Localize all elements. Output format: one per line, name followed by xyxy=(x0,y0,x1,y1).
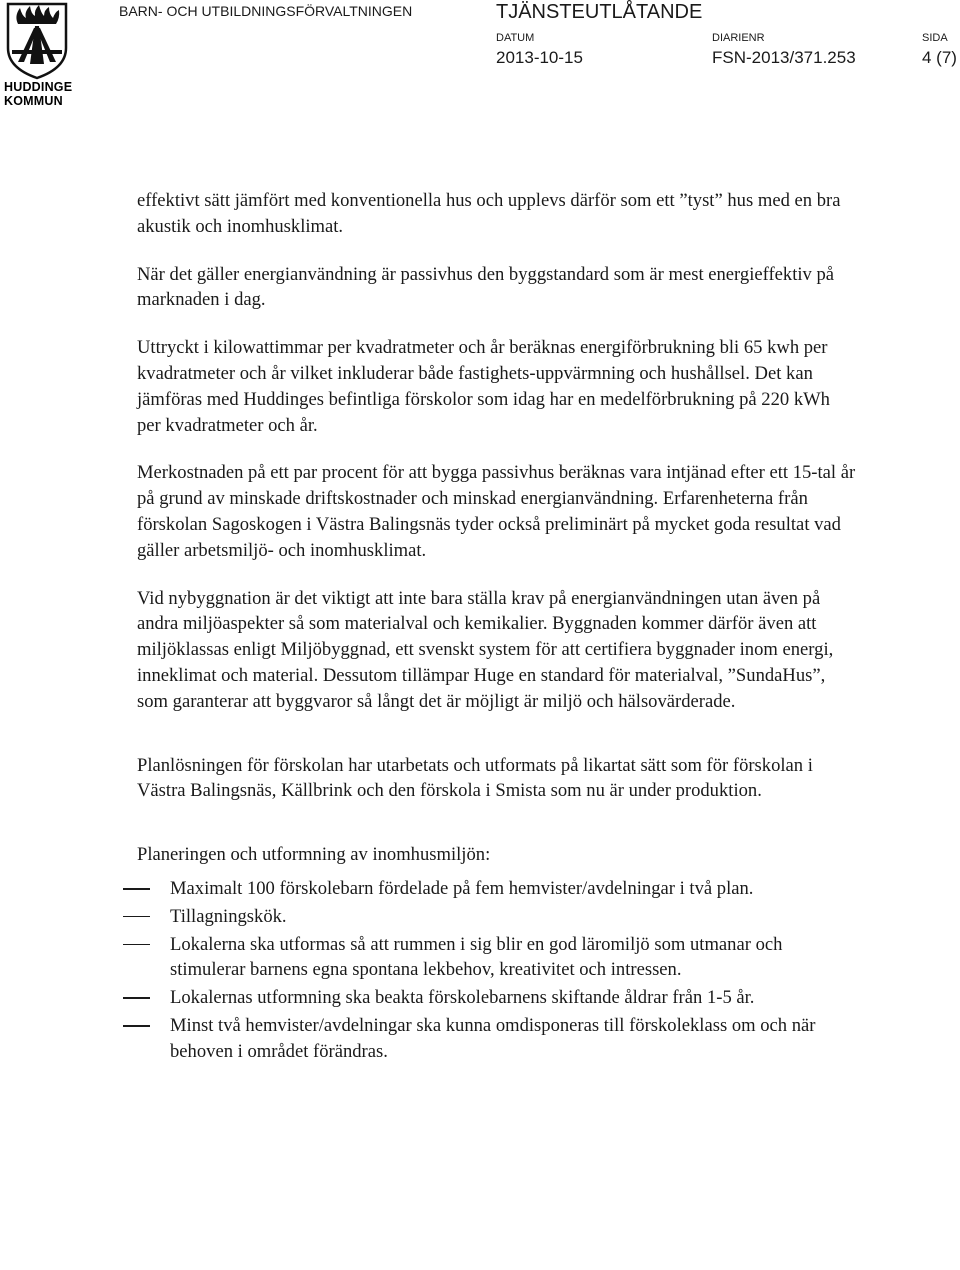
dash-bullet-icon xyxy=(123,1025,150,1027)
logo-text-line: KOMMUN xyxy=(4,94,63,108)
body-paragraph: Planlösningen för förskolan har utarbetats och utformats på likartat sätt som för förskolan i Västra Balingsnäs, Källbrink och den förskola i Smista som nu är under produktion. xyxy=(137,754,813,802)
document-body xyxy=(137,188,857,1065)
diarienr-label: DIARIENR xyxy=(712,32,765,44)
list-item xyxy=(137,932,857,984)
list-item-text: Lokalerna ska utformas så att rummen i sig blir en god läromiljö som utmanar och stimulerar barnens egna spontana lekbehov, kreativitet och intressen. xyxy=(170,933,783,981)
coat-of-arms-icon xyxy=(4,2,72,82)
diarienr-value: FSN-2013/371.253 xyxy=(712,48,856,67)
document-header xyxy=(0,0,960,110)
date-label: DATUM xyxy=(496,32,535,44)
body-paragraph: När det gäller energianvändning är passivhus den byggstandard som är mest energieffektiv på marknaden i dag. xyxy=(137,263,835,311)
requirements-list xyxy=(137,876,857,1065)
list-item-text: Maximalt 100 förskolebarn fördelade på fem hemvister/avdelningar i två plan. xyxy=(170,877,754,899)
date-value: 2013-10-15 xyxy=(496,48,583,67)
dash-bullet-icon xyxy=(123,944,150,946)
body-paragraph: Merkostnaden på ett par procent för att bygga passivhus beräknas vara intjänad efter ett 15-tal år på grund av minskade driftskostnader och minskad energianvändning. Erfarenheterna från förskolan Sagoskogen i Västra Balingsnäs tyder också preliminärt på mycket goda resultat vad gäller arbetsmiljö- och inomhusklimat. xyxy=(137,462,856,561)
department-name: BARN- OCH UTBILDNINGSFÖRVALTNINGEN xyxy=(119,3,413,19)
list-item xyxy=(137,985,857,1011)
list-item-text: Tillagningskök. xyxy=(170,905,287,927)
dash-bullet-icon xyxy=(123,916,150,918)
logo-text-line: HUDDINGE xyxy=(4,80,73,94)
page-label: SIDA xyxy=(922,32,948,44)
list-item xyxy=(137,904,857,930)
document-type: TJÄNSTEUTLÅTANDE xyxy=(496,1,703,23)
section-heading: Planeringen och utformning av inomhusmiljön: xyxy=(137,844,491,866)
list-item-text: Lokalernas utformning ska beakta förskolebarnens skiftande åldrar från 1-5 år. xyxy=(170,987,755,1009)
dash-bullet-icon xyxy=(123,997,150,999)
list-item xyxy=(137,876,857,902)
page-number: 4 (7) xyxy=(922,48,957,67)
body-paragraph: effektivt sätt jämfört med konventionella hus och upplevs därför som ett ”tyst” hus med en bra akustik och inomhusklimat. xyxy=(137,190,841,237)
body-paragraph: Uttryckt i kilowattimmar per kvadratmeter och år beräknas energiförbrukning bli 65 kwh per kvadratmeter och år vilket inkluderar både fastighets-uppvärmning och hushållsel. Det kan jämföras med Huddinges befintliga förskolor som idag har en medelförbrukning på 220 kWh per kvadratmeter och år. xyxy=(137,337,830,436)
municipality-logo xyxy=(4,2,72,106)
body-paragraph: Vid nybyggnation är det viktigt att inte bara ställa krav på energianvändningen utan även på andra miljöaspekter så som materialval och kemikalier. Byggnaden kommer därför även att miljöklassas enligt Miljöbyggnad, ett svenskt system för att certifiera byggnader inom energi, inneklimat och material. Dessutom tillämpar Huge en standard för materialval, ”SundaHus”, som garanterar att byggvaror så långt det är möjligt är miljö och hälsovärderade. xyxy=(137,587,834,712)
dash-bullet-icon xyxy=(123,888,150,890)
list-item xyxy=(137,1013,857,1065)
list-item-text: Minst två hemvister/avdelningar ska kunna omdisponeras till förskoleklass om och när behoven i området förändras. xyxy=(170,1014,816,1062)
